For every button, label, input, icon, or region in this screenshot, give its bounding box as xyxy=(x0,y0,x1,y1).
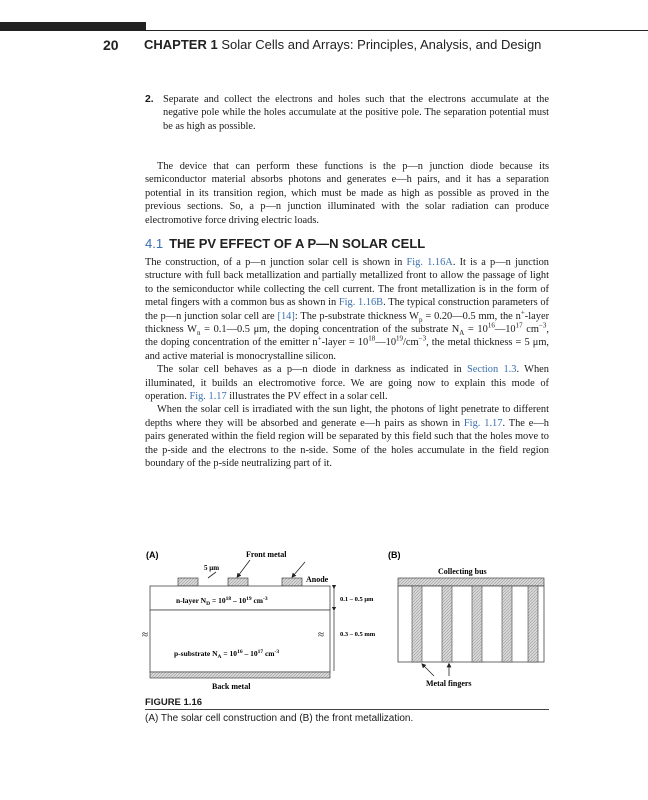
header-rule xyxy=(146,30,648,31)
paragraph-1 xyxy=(145,256,549,363)
p1-sup: 16 xyxy=(487,321,495,330)
anode-label: Anode xyxy=(306,575,329,584)
p1-text: —10 xyxy=(494,324,516,336)
dim-substrate-label: 0.3 – 0.5 mm xyxy=(340,631,376,638)
ref-fig-1-16b[interactable]: Fig. 1.16B xyxy=(338,297,384,309)
p2-text: illustrates the PV effect in a solar cell. xyxy=(226,391,388,403)
chapter-label: CHAPTER 1 xyxy=(144,37,218,52)
p1-sup: + xyxy=(520,308,525,317)
paragraph-3 xyxy=(145,403,549,470)
p1-text: = 0.1—0.5 μm, the doping concentration of the substrate N xyxy=(200,324,460,336)
p1-sup: 17 xyxy=(515,321,523,330)
break-symbol-right: ≈ xyxy=(318,629,325,641)
running-header xyxy=(0,37,648,55)
p2-text: . When illuminated, it builds an electromotive force. We are going now to explain this mode of operation. xyxy=(145,364,549,403)
p1-text: -layer thickness W xyxy=(145,310,550,336)
ref-fig-1-16a[interactable]: Fig. 1.16A xyxy=(406,257,453,268)
page-number: 20 xyxy=(103,37,119,53)
intro-paragraph xyxy=(145,160,549,227)
p1-sup: −3 xyxy=(538,321,547,330)
five-um-label: 5 μm xyxy=(204,564,220,572)
p1-sub: A xyxy=(459,329,465,338)
metal-finger xyxy=(412,586,422,662)
panel-a-label: (A) xyxy=(146,550,159,560)
section-title: THE PV EFFECT OF A P—N SOLAR CELL xyxy=(169,236,426,251)
p1-sup: −3 xyxy=(418,334,427,343)
p1-text: The construction, of a p—n junction solar cell is shown in xyxy=(145,257,407,268)
p1-sup: 19 xyxy=(396,334,404,343)
p1-text: = 10 xyxy=(464,324,488,336)
back-metal-label: Back metal xyxy=(212,682,251,691)
front-metal-leader xyxy=(293,562,305,576)
dim-n-layer-label: 0.1 – 0.5 μm xyxy=(340,596,374,603)
back-metal-layer xyxy=(150,672,330,678)
list-item-2 xyxy=(145,93,549,133)
body-text xyxy=(145,256,549,471)
p1-text: . The typical construction parameters of the p—n junction solar cell are xyxy=(145,297,549,322)
figure-caption-text: (A) The solar cell construction and (B) the front metallization. xyxy=(145,713,414,724)
intro-text: The device that can perform these functions is the p—n junction diode because its semiconductor material absorbs photons and generates e—h pairs, and it has a separation potential in its transition region, which must be made as high as possible as proved in the previous sections. So, a p—n junction illuminated with the solar radiation can produce electromotive force driving electric loads. xyxy=(145,161,549,226)
ref-fig-1-17[interactable]: Fig. 1.17 xyxy=(463,417,503,429)
finger-leader xyxy=(423,665,434,676)
front-metal-label: Front metal xyxy=(246,550,287,559)
metal-finger xyxy=(472,586,482,662)
p1-sub: n xyxy=(196,329,201,338)
p1-text: , the metal thickness = 5 μm, and active material is monocrystalline silicon. xyxy=(145,337,549,362)
p-substrate xyxy=(150,610,330,672)
header-bar xyxy=(0,22,146,31)
ref-section-1-3[interactable]: Section 1.3 xyxy=(467,364,517,376)
list-text: Separate and collect the electrons and holes such that the electrons accumulate at the negative pole while the holes accumulate at the positive pole. The separation potential must be as high as possible. xyxy=(163,94,549,132)
figure-1-16 xyxy=(140,548,550,698)
p1-text: /cm xyxy=(403,337,419,349)
metal-finger xyxy=(442,586,452,662)
caption-rule xyxy=(145,709,549,710)
list-number: 2. xyxy=(145,94,154,105)
figure-caption-title: FIGURE 1.16 xyxy=(145,697,203,708)
p1-text: cm xyxy=(522,324,539,336)
panel-b-label: (B) xyxy=(388,550,401,560)
p1-text: -layer = 10 xyxy=(321,337,369,349)
chapter-title: Solar Cells and Arrays: Principles, Analysis, and Design xyxy=(221,37,542,52)
metal-finger xyxy=(528,586,538,662)
n-layer-label: n-layer $N_D = 10^{18} - 10^{19}$ $cm^{-3}$ xyxy=(176,596,268,607)
five-um-leader xyxy=(208,572,216,578)
p1-sup: 18 xyxy=(368,334,376,343)
front-metal-finger xyxy=(228,578,248,586)
front-metal-leader xyxy=(238,560,250,576)
p1-text: = 0.20—0.5 mm, the n xyxy=(422,310,521,322)
collecting-bus-label: Collecting bus xyxy=(438,567,487,576)
section-heading xyxy=(145,236,425,251)
break-symbol-left: ≈ xyxy=(142,629,149,641)
ref-citation-14[interactable]: [14] xyxy=(277,310,295,322)
p2-text: The solar cell behaves as a p—n diode in darkness as indicated in xyxy=(157,364,468,376)
front-metal-finger xyxy=(282,578,302,586)
front-metal-finger xyxy=(178,578,198,586)
p1-sub: p xyxy=(419,315,423,324)
collecting-bus xyxy=(398,578,544,586)
p1-text: —10 xyxy=(375,337,397,349)
ref-fig-1-17[interactable]: Fig. 1.17 xyxy=(189,391,227,403)
metal-finger xyxy=(502,586,512,662)
p1-sup: + xyxy=(317,334,322,343)
p3-text: When the solar cell is irradiated with the sun light, the photons of light penetrate to different depths where they will be absorbed and generate e—h pairs as shown in xyxy=(145,404,549,429)
p1-text: , the doping concentration of the emitter n xyxy=(145,324,549,349)
p1-text: : The p-substrate thickness W xyxy=(294,310,419,322)
running-title xyxy=(144,37,541,52)
metal-fingers-label: Metal fingers xyxy=(426,679,472,688)
p3-text: . The e—h pairs generated within the field region will be separated by this field such that the holes move to the p-side and the electrons to the n-side. Some of the holes accumulate in the field region boundary of the p-side neutralizing part of it. xyxy=(145,417,549,470)
p1-text: . It is a p—n junction structure with full back metallization and partially metallized front to allow the passage of light to the semiconductor while collecting the cell current. The front metallization is in the form of metal fingers with a common bus as shown in xyxy=(145,257,550,309)
section-number: 4.1 xyxy=(145,236,164,251)
paragraph-2 xyxy=(145,363,549,403)
p-substrate-label: p-substrate $N_A = 10^{16} - 10^{17}$ $cm^{-3}$ xyxy=(174,649,280,660)
